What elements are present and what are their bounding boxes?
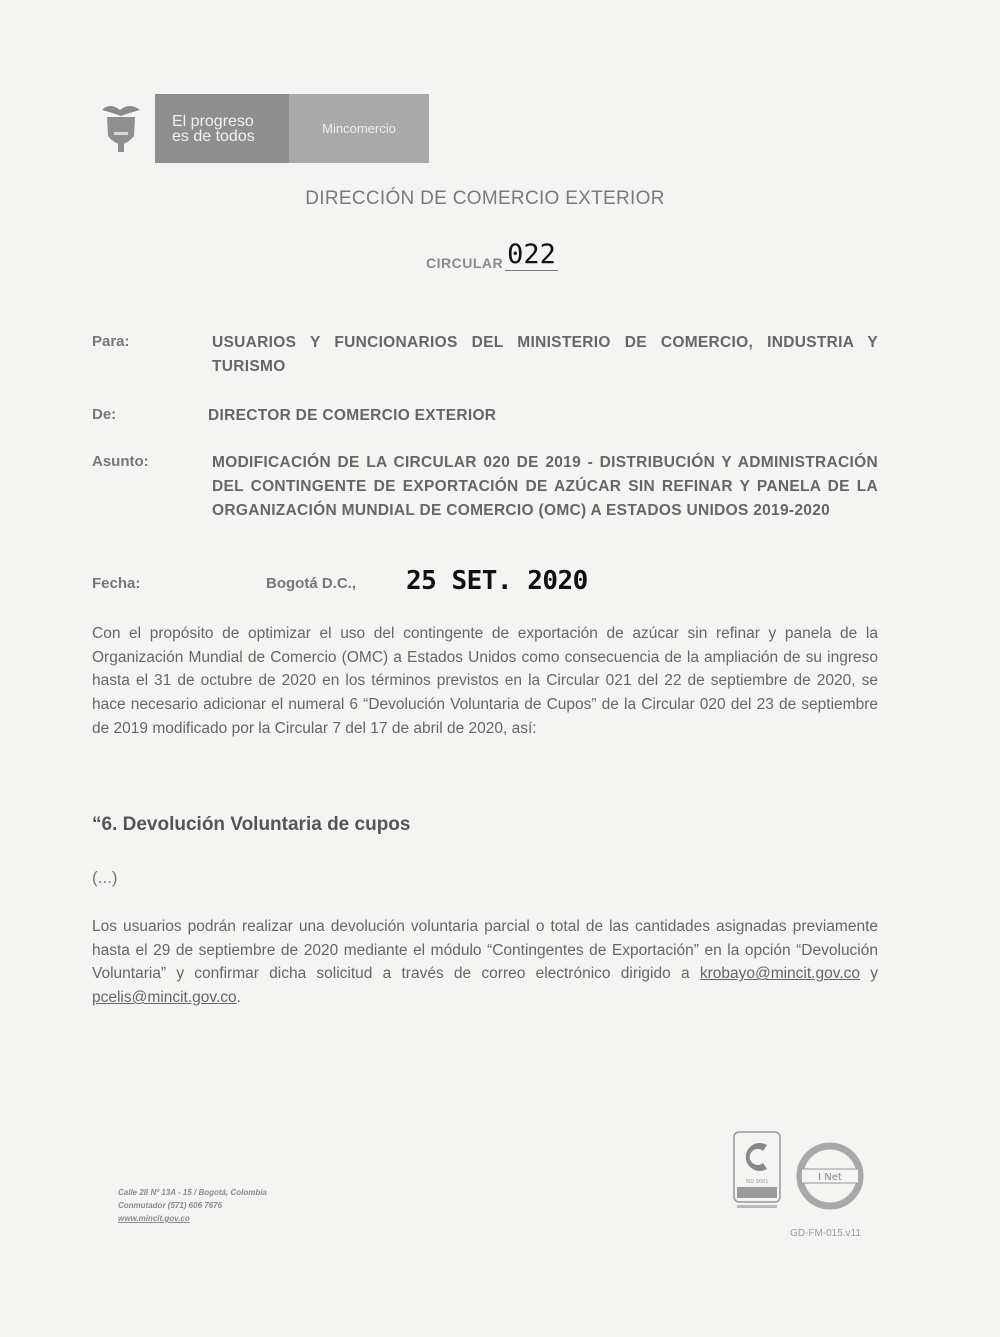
email-link-pcelis[interactable]: pcelis@mincit.gov.co (92, 989, 237, 1007)
para-value: USUARIOS Y FUNCIONARIOS DEL MINISTERIO DE COMERCIO, INDUSTRIA Y TURISMO (212, 334, 878, 375)
iso-9001-certification-icon (733, 1131, 783, 1215)
footer-phone: Conmutador (571) 606 7676 (118, 1201, 223, 1210)
iqnet-certification-icon (796, 1142, 864, 1210)
form-code: GD-FM-015.v11 (790, 1228, 861, 1239)
connector-text: y (860, 965, 878, 983)
fecha-city: Bogotá D.C., (266, 575, 356, 592)
date-stamp: 25 SET. 2020 (406, 566, 588, 596)
asunto-value: MODIFICACIÓN DE LA CIRCULAR 020 DE 2019 - DISTRIBUCIÓN Y ADMINISTRACIÓN DEL CONTINGENTE DE EXPORTACIÓN DE AZÚCAR SIN REFINAR Y PANELA DE LA ORGANIZACIÓN MUNDIAL DE COMERCIO (OMC) A ESTADOS UNIDOS 2019-2020 (212, 454, 878, 519)
section-paragraph (92, 915, 878, 1010)
section-text: Los usuarios podrán realizar una devolución voluntaria parcial o total de las cantidades asignadas previamente hasta el 29 de septiembre de 2020 mediante el módulo “Contingentes de Exportación” en la opción “Devolución Voluntaria” y confirmar dicha solicitud a través de correo electrónico dirigido a (92, 918, 878, 983)
footer-address: Calle 28 Nº 13A - 15 / Bogotá, Colombia (118, 1188, 267, 1197)
section-title: “6. Devolución Voluntaria de cupos (92, 814, 411, 835)
iso-text: ISO 9001 (745, 1179, 769, 1185)
asunto-label: Asunto: (92, 453, 149, 470)
circular-number: 022 (507, 239, 556, 270)
office-title: DIRECCIÓN DE COMERCIO EXTERIOR (305, 188, 665, 209)
slogan (155, 94, 289, 163)
para-label: Para: (92, 333, 130, 350)
colombia-coat-of-arms-icon (98, 100, 144, 155)
inet-text: I Net (818, 1172, 842, 1183)
footer-website-link[interactable]: www.mincit.gov.co (118, 1214, 190, 1223)
end-punctuation: . (236, 989, 241, 1007)
slogan-line-1: El progreso (172, 112, 254, 130)
de-label: De: (92, 406, 117, 423)
circular-heading (426, 240, 558, 271)
footer-address-block (118, 1186, 267, 1225)
omission-marker: (...) (92, 868, 118, 887)
slogan-line-2: es de todos (172, 127, 255, 145)
ministry-name: Mincomercio (289, 94, 429, 163)
circular-label: CIRCULAR (426, 255, 504, 271)
de-value: DIRECTOR DE COMERCIO EXTERIOR (208, 407, 497, 424)
email-link-krobayo[interactable]: krobayo@mincit.gov.co (699, 965, 861, 983)
intro-paragraph: Con el propósito de optimizar el uso del contingente de exportación de azúcar sin refinar y panela de la Organización Mundial de Comercio (OMC) a Estados Unidos como consecuencia de la ampliación de su ingreso hasta el 31 de octubre de 2020 en los términos previstos en la Circular 021 del 22 de septiembre de 2020, se hace necesario adicionar el numeral 6 “Devolución Voluntaria de Cupos” de la Circular 020 del 23 de septiembre de 2019 modificado por la Circular 7 del 17 de abril de 2020, así: (92, 625, 878, 737)
government-banner (155, 94, 429, 163)
fecha-label: Fecha: (92, 575, 141, 592)
